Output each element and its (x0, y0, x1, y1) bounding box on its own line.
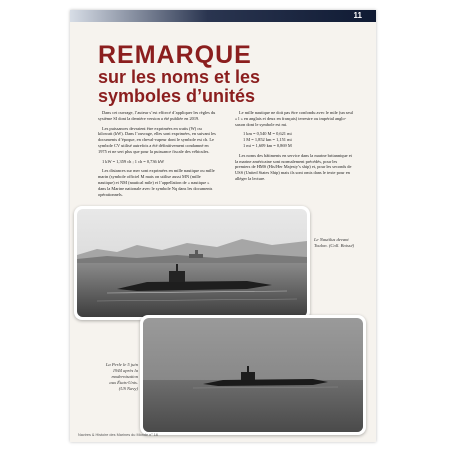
caption-line: 1944 après la (112, 368, 138, 373)
conversion-line: 1 km = 0,540 M = 0,621 mi (243, 131, 292, 137)
caption-line: modernisation (111, 374, 138, 379)
paragraph: Les noms des bâtiments en service dans la marine britannique et la marine américaine sont normalement précédés, pour les premiers de HMS (His/Her Majesty’s ship) et, pour les seconds de USS (United States Ship) mais ils sont omis dans le texte pour en alléger la lecture. (235, 152, 352, 181)
magazine-page (70, 10, 376, 442)
text-column-left (98, 110, 216, 201)
header-bar (70, 10, 376, 22)
caption-line: aux États-Unis. (109, 380, 138, 385)
photo-image (77, 209, 307, 317)
photo-image (143, 318, 363, 432)
text-column-right (235, 110, 353, 186)
paragraph: Les puissances devraient être exprimées en watts (W) ou kilowatt (kW). Dans l’ouvrage, elles sont exprimées, en suivant les documents d’époque, en cheval-vapeur dont le symbole est ch. Le symbole CV utilisé autrefois a été définitivement condamné en 1975 et ne sert plus que pour la puissance fiscale des véhicules. (98, 125, 216, 154)
submarine-photo-perle (140, 315, 366, 435)
caption-line: (US Navy) (118, 386, 138, 391)
submarine-photo-nautilus (74, 206, 310, 320)
photo-caption (82, 362, 138, 392)
page-number: 11 (353, 11, 362, 20)
page-title: REMARQUE (98, 41, 252, 69)
caption-line: Le Nautilus devant (314, 237, 349, 242)
photo-caption (314, 237, 370, 249)
conversion-line: 1 M = 1,852 km = 1,151 mi (243, 137, 292, 143)
paragraph: Les distances sur mer sont exprimées en mille nautique ou mille marin (symbole officiel M mais on utilise aussi MN (mille nautique) et NM (nautical mile) et l’appellation de « nautique » dans la Marine nationale avec le symbole Nq dans les documents opérationnels. (98, 168, 215, 197)
page-footer: Navires & Histoire des Marines du Monde n° 16 (78, 433, 159, 437)
page-subtitle (98, 68, 368, 106)
caption-line: Toulon. (Coll. Boissé) (314, 243, 355, 248)
subtitle-line-2: symboles d’unités (98, 86, 256, 106)
conversion-line: 1 mi = 1,609 km = 0,869 M (243, 142, 292, 148)
conversion-line: 1 kW = 1,359 ch ; 1 ch = 0,736 kW (102, 158, 165, 164)
paragraph: Le mille nautique ne doit pas être confondu avec le mile (un seul « l » en anglais et deux en français) terrestre ou impérial anglo-saxon dont le symbole est mi. (235, 110, 353, 127)
paragraph: Dans cet ouvrage, l’auteur s’est efforcé d’appliquer les règles du système SI dont la dernière version a été publiée en 2019. (98, 110, 216, 121)
subtitle-line-1: sur les noms et les (98, 67, 261, 87)
caption-line: La Perle le 5 juin (105, 362, 138, 367)
